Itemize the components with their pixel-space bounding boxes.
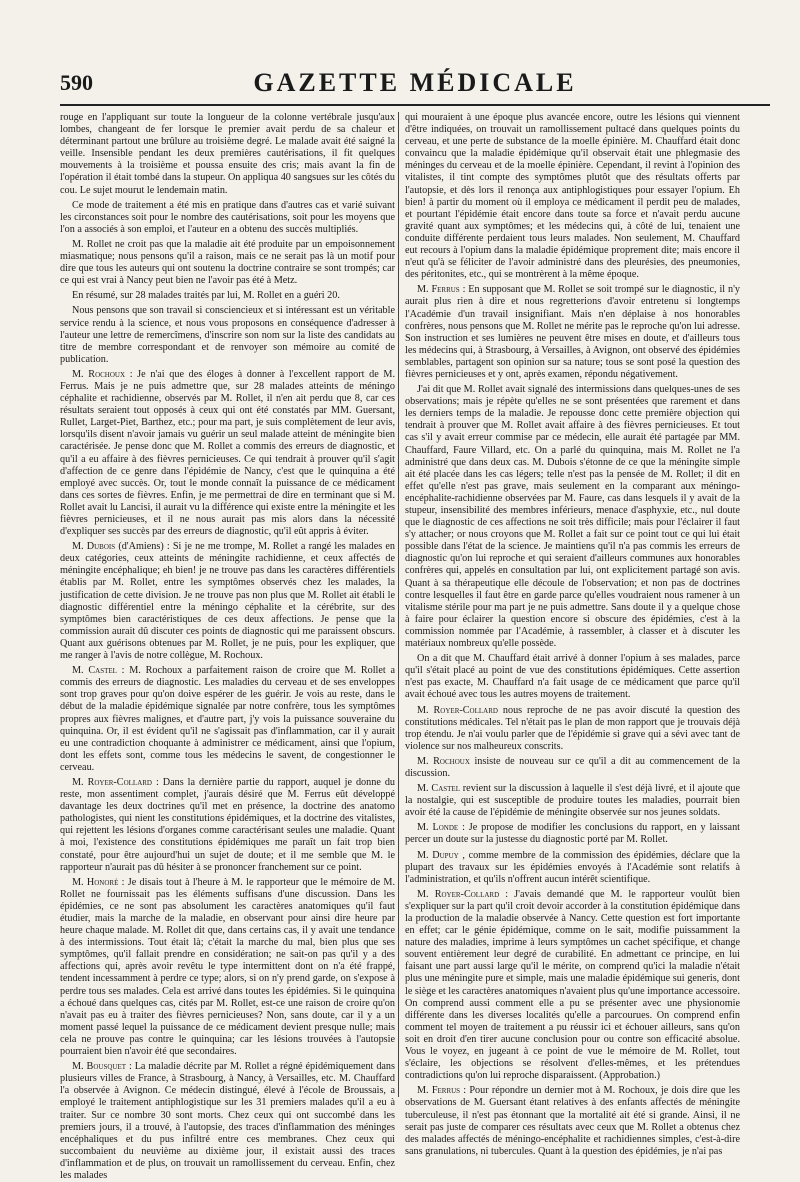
paragraph <box>405 850 740 886</box>
paragraph-text: On a dit que M. Chauffard était arrivé à donner l'opium à ses malades, parce qu'il s'était placé au point de vue des constitutions épidémiques. Cette assertion n'est pas exacte, M. Chauffard n'a fait usage de ce médicament que parce qu'il avait échoué avec tous les autres moyens de traitement. <box>405 653 740 701</box>
speaker-name: M. Ferrus <box>417 1085 461 1097</box>
paragraph-text: Ce mode de traitement a été mis en pratique dans d'autres cas et varié suivant les circonstances soit pour le nombre des cautérisations, soit pour les moyens que l'on a associés à son emploi, et l'auteur en a obtenu des succès multipliés. <box>60 199 395 235</box>
speaker-name: M. Bousquet <box>72 1061 126 1073</box>
paragraph-text: (d'Amiens) : Si je ne me trompe, M. Rollet a rangé les malades en deux catégories, ceux atteints de méningite rachidienne, et ceux affectés de méningite encéphalique; eh bien! je ne trouve pas dans les caractères différentiels établis par M. Rollet, entre les symptômes observés chez les malades, la justification de cette division. Je ne trouve pas non plus que M. Rollet ait établi le diagnostic différentiel entre la méningo céphalite et la cérébrite, sur des symptômes bien caractéristiques de ces deux affections. Je pense que la commission aurait dû discuter ces points de diagnostic qui me paraissent obscurs. Quant aux guérisons obtenues par M. Rollet, je ne puis, pour les expliquer, que me ranger à l'avis de notre collègue, M. Rochoux. <box>60 541 396 662</box>
speaker-name: M. Dubois <box>72 541 116 553</box>
paragraph <box>405 112 740 281</box>
left-column <box>60 112 396 1181</box>
paragraph-text: : Pour répondre un dernier mot à M. Rochoux, je dois dire que les observations de M. Guersant étant relatives à des enfants affectés de méningite tuberculeuse, il n'est pas étonnant que la mortalité ait été si grande. Ainsi, il ne serait pas juste de comparer ces résultats avec ceux que M. Rollet a obtenus chez des malades affectés de méningo-encéphalite et rachidiennes simples, c'est-à-dire sans granulations, ni tubercules. Quant à la question des épidémies, je n'ai pas <box>405 1085 741 1157</box>
paragraph-text: : J'avais demandé que M. le rapporteur voulût bien s'expliquer sur la part qu'il croit devoir accorder à la constitution épidémique dans la production de la maladie observée à Nancy. Cette question est fort importante en effet; car le génie épidémique, comme on le sait, modifie puissamment la nature des maladies, imprime à leurs symptômes un cachet spécifique, et change souvent entièrement leur degré de curabilité. En admettant ce principe, en lui faisant une part aussi large qu'il le mérite, on comprend qu'ici la maladie n'était plus une méningite pure et simple, mais une maladie épidémique sui generis, dont le siège et les caractères anatomiques n'avaient plus qu'une importance accessoire. On comprend aussi comment elle a pu se présenter avec une physionomie différente dans les diverses localités qu'elle a parcourues. On comprend enfin comment tel moyen de traitement a pu réussir ici et échouer ailleurs, sans qu'on soit en droit d'en tirer aucune conclusion pour ou contre son efficacité absolue. Vous le voyez, en jugeant à ce point de vue le mémoire de M. Rollet, tout s'éclaire, les objections se résolvent d'elles-mêmes, et les prétendues contradictions qu'on lui reproche disparaissent. (Approbation.) <box>405 888 740 1082</box>
paragraph-text: : Je n'ai que des éloges à donner à l'excellent rapport de M. Ferrus. Mais je ne puis admettre que, sur 28 malades atteints de méningo céphalite et rachidienne, observés par M. Rollet, il n'en ait perdu que 8, car ces résultats seraient tout opposés à ceux qui ont été constatés par MM. Guersant, Rullet, Larget-Piet, Barthez, etc.; pour ma part, je suis complètement de leur avis, lorsqu'ils disent n'avoir jamais vu guérir un seul malade atteint de méningite bien caractérisée. Je pense donc que M. Rollet a commis des erreurs de diagnostic, et qu'il a eu affaire à des fièvres pernicieuses. Ce qui tendrait à prouver qu'il s'agit d'affection de ce genre dans l'épidémie de Nancy, c'est que le quinquina a été employé avec succès. Or, tout le monde connaît la puissance de ce médicament dans ces sortes de fièvres. Enfin, je me permettrai de dire en terminant que si M. Rollet avait lu Lancisi, il aurait vu la différence qui existe entre la méningite et les fièvres pernicieuses, et il ne nous aurait pas mis alors dans la nécessité d'expliquer ses succès par des erreurs de diagnostic, qu'il eût appris à éviter. <box>60 368 395 538</box>
paragraph-text: : Dans la dernière partie du rapport, auquel je donne du reste, mon assentiment complet, j'aurais désiré que M. Ferrus eût développé davantage les deux doctrines qu'il met en présence, la doctrine des anatomo pathologistes, qui nient les constitutions épidémiques, et la doctrine des vitalistes, qui rejettent les lésions d'organes comme caractérisant seules une maladie. Quant à moi, l'existence des constitutions épidémiques me paraît un fait trop bien constaté, pour être aujourd'hui un sujet de doute; et il me semble que M. le rapporteur n'aurait pas dû hésiter à se prononcer franchement sur ce point. <box>60 776 396 873</box>
speaker-name: M. Royer-Collard <box>417 704 498 716</box>
speaker-name: M. Londe <box>417 822 459 834</box>
paragraph <box>405 756 740 780</box>
paragraph <box>405 384 740 650</box>
paragraph <box>60 777 395 874</box>
paragraph-text: M. Rollet ne croit pas que la maladie ait été produite par un empoisonnement miasmatique; nous pensons qu'il a raison, mais ce ne serait pas là un motif pour dire que tous les auteurs qui ont soutenu la doctrine contraire se sont trompés; car ce qui est vrai à Nancy peut bien ne l'avoir pas été à Metz. <box>60 238 395 287</box>
paragraph <box>405 822 740 846</box>
paragraph <box>405 284 740 381</box>
paragraph <box>60 1061 395 1182</box>
paragraph-text: revient sur la discussion à laquelle il s'est déjà livré, et il ajoute que la nostalgie, qui est susceptible de produire toutes les maladies, pourrait bien avoir été la cause de l'épidémie de méningite observée sur nos jeunes soldats. <box>405 783 740 819</box>
paragraph <box>60 305 395 365</box>
speaker-name: M. Ferrus <box>417 284 460 296</box>
paragraph <box>405 1085 740 1158</box>
paragraph-text: nous reproche de ne pas avoir discuté la question des constitutions médicales. Tel n'était pas le plan de mon rapport que je trouvais déjà trop étendu. Je n'ai voulu parler que de l'épidémie si grave qui a sévi avec tant de violence sur nos malheureux conscrits. <box>405 704 741 752</box>
speaker-name: M. Dupuy <box>417 849 459 861</box>
paragraph-text: , comme membre de la commission des épidémies, déclare que la plupart des travaux sur les épidémies envoyés à l'Académie sont relatifs à l'administration, et qu'ils n'offrent aucun intérêt scientifique. <box>405 849 740 885</box>
paragraph <box>60 239 395 287</box>
paragraph-text: : M. Rochoux a parfaitement raison de croire que M. Rollet a commis des erreurs de diagnostic. Les maladies du cerveau et de ses enveloppes sont trop graves pour qu'on doive espérer de les guérir. Je vois au reste, dans le début de la maladie épidémique signalée par notre confrère, tous les symptômes propres aux fièvres malignes, et d'autre part, j'y vois la puissance souveraine du quinquina. Or, il est évident qu'il ne s'agissait pas d'inflammation, car il y aurait eu une contradiction choquante à administrer ce médicament, ainsi que l'opium, dont les effets sont, comme tous les médecins le savent, de congestionner le cerveau. <box>60 665 395 773</box>
paragraph <box>60 877 395 1058</box>
paragraph <box>60 200 395 236</box>
paragraph-text: En résumé, sur 28 malades traités par lui, M. Rollet en a guéri 20. <box>72 290 340 302</box>
speaker-name: M. Rochoux <box>72 368 126 380</box>
speaker-name: M. Rochoux <box>417 755 470 767</box>
paragraph <box>60 541 395 662</box>
paragraph <box>60 665 395 774</box>
speaker-name: M. Castel <box>72 665 117 677</box>
paragraph <box>60 369 395 538</box>
speaker-name: M. Royer-Collard <box>417 888 500 900</box>
paragraph <box>405 783 740 819</box>
paragraph-text: : Je disais tout à l'heure à M. le rapporteur que le mémoire de M. Rollet ne fournissait pas les éléments suffisans d'une discussion. Dans les épidémies, ce ne sont pas absolument les caractères anatomiques qu'il faut étudier, mais la marche de la maladie, en observant pour ainsi dire heure par heure chaque malade. M. Rollet dit que, dans certains cas, il y avait une tendance à des intermissions. Tout était là; c'était la marche du mal, bien plus que ses symptômes, qu'il fallait prendre en considération; ne sait-on pas qu'il y a des affections qui, après avoir revêtu le type intermittent dont on n'a été frappé, tendent incessamment à perdre ce type; alors, si on n'y prend garde, on s'expose à perdre tous ses malades. Cela est arrivé dans toutes les épidémies. Si le quinquina a échoué dans quelques cas, cités par M. Rollet, est-ce une raison de croire qu'on n'avait pas eu à traiter des fièvres pernicieuses? Non, sans doute, car il y a un moment passé lequel la puissance de ce médicament devient presque nulle; mais cela ne prouve pas contre le quinquina; car les lésions trouvées à l'autopsie pourraient bien n'avoir été que secondaires. <box>60 876 396 1058</box>
column-divider <box>398 112 399 1097</box>
page-header <box>60 64 770 106</box>
paragraph <box>60 290 395 302</box>
paragraph-text: qui mouraient à une époque plus avancée encore, outre les lésions qui viennent d'être indiquées, on trouvait un ramollissement pultacé dans quelques points du cerveau, et une perte de substance de la moelle épinière. M. Chauffard était donc convaincu que la maladie épidémique qu'il observait était une phlegmasie des méninges du cerveau et de la moelle épinière. Cependant, il revint à l'opinion des vitalistes, il tint compte des symptômes plutôt que des résultats offerts par l'autopsie, et dès lors il renonça aux antiphlogistiques pour essayer l'opium. Eh bien! à partir du moment où il employa ce médicament il perdit peu de malades, et pourtant l'épidémie était encore dans toute sa force et n'avait perdu aucune gravité quant aux symptômes; et les médecins qui, à côté de lui, tenaient une conduite différente perdaient tous leurs malades. Non seulement, M. Chauffard eut recours à l'opium dans la maladie épidémique proprement dite; mais encore il n'eut qu'à se féliciter de l'avoir administré dans des pleurésies, des pneumonies, des péritonites, etc., qui se montrèrent à la même époque. <box>405 112 740 281</box>
speaker-name: M. Castel <box>417 783 460 795</box>
paragraph-text: rouge en l'appliquant sur toute la longueur de la colonne vertébrale jusqu'aux lombes, changeant de fer lorsque le premier avait perdu de sa chaleur et déterminant partout une brûlure au troisième degré. Le malade avait été saigné la veille. Insensible pendant les deux premières cautérisations, il fit quelques mouvements à la troisième et poussa ensuite des cris; mais avant la fin de l'opération il était tombé dans la stupeur. On appliqua 40 sangsues sur les côtés du cou. Le sujet mourut le lendemain matin. <box>60 112 395 196</box>
paragraph <box>405 889 740 1083</box>
right-column <box>405 112 741 1157</box>
paragraph-text: Nous pensons que son travail si consciencieux et si intéressant est un véritable service rendu à la science, et nous vous proposons en conséquence d'adresser à l'auteur une lettre de remercîmens, d'inscrire son nom sur la liste des candidats au titre de membre correspondant et de renvoyer son mémoire au comité de publication. <box>60 305 395 365</box>
page-number: 590 <box>60 70 93 95</box>
journal-title: GAZETTE MÉDICALE <box>253 68 577 97</box>
paragraph-text: J'ai dit que M. Rollet avait signalé des intermissions dans quelques-unes de ses observations; mais je répète qu'elles ne se sont présentées que rarement et dans les derniers temps de la maladie. Je repousse donc cette première objection qui tendrait à prouver que M. Rollet avait affaire à des fièvres pernicieuses. Et tout cas s'il y avait erreur commise par ce médecin, elle aurait été partagée par MM. Chauffard, Faure Villard, etc. On a parlé du quinquina, mais M. Rollet ne l'a administré que dans deux cas. M. Dubois s'étonne de ce que la méningite simple ait été placée dans les cas légers; telle n'est pas la pensée de M. Rollet; il dit en effet qu'elle n'est pas grave, mais seulement en la comparant aux méningo-encéphalite-rachidienne observées par M. Faure, cas dans lesquels il y avait de la stupeur, insensibilité des membres inférieurs, menace d'asphyxie, etc., nul doute que le diagnostic de ces affections ne soit très difficile; mais pour l'éclairer il faut s'y attacher; or nous croyons que M. Rollet a fait sur ce point tout ce qui lui était possible dans l'état de la science. Je maintiens qu'il n'a pas commis les erreurs de diagnostic qu'on lui reproche et qui seraient d'ailleurs communes aux honorables confrères qui, appelés en consultation par lui, ont explicitement partagé son avis. Quant à sa thérapeutique elle découle de l'observation; et non pas de doctrines contre lesquelles il faut être en garde parce qu'elles voudraient nous ramener à un vitalisme stérile pour ma part je ne puis admettre. Sans doute il y a quelque chose à faire pour éclairer la question encore si obscure des épidémies, c'est à la commission nommée par l'Académie, à rassembler, à classer et à discuter les matériaux nombreux qu'elle possède. <box>405 384 740 650</box>
speaker-name: M. Honoré <box>72 876 119 888</box>
speaker-name: M. Royer-Collard <box>72 776 152 788</box>
paragraph-text: : Je propose de modifier les conclusions du rapport, en y laissant percer un doute sur la justesse du diagnostic porté par M. Rollet. <box>405 822 741 846</box>
paragraph <box>405 653 740 701</box>
paragraph <box>405 705 740 753</box>
paragraph <box>60 112 395 197</box>
paragraph-text: insiste de nouveau sur ce qu'il a dit au commencement de la discussion. <box>405 755 741 779</box>
paragraph-text: : En supposant que M. Rollet se soit trompé sur le diagnostic, il n'y aurait plus rien à dire et nous regretterions d'avoir entretenu si longtemps l'Académie d'un travail insignifiant. Mais n'en déplaise à nos honorables confrères, nous pensons que M. Rollet ne mérite pas le reproche qu'on lui adresse. Son instruction et ses lumières ne peuvent être mises en doute, et d'ailleurs tous les médecins qui, à Strasbourg, à Versailles, à Avignon, ont observé des épidémies semblables, partagent son opinion sur sa nature; tous se sont posé la question des fièvres pernicieuses et y ont, après examen, répondu négativement. <box>405 284 740 380</box>
paragraph-text: : La maladie décrite par M. Rollet a régné épidémiquement dans plusieurs villes de France, à Strasbourg, à Nancy, à Versailles, etc. M. Chauffard l'a observée à Avignon. Ce médecin distingué, élevé à l'école de Broussais, a employé le traitement antiphlogistique sur les 31 premiers malades qu'il a eu à traiter. Sur ce nombre 30 sont morts. Chez ceux qui ont succombé dans les premiers jours, il a trouvé, à l'autopsie, des traces d'inflammation des méninges encéphaliques et du pus infiltré entre ces membranes. Chez ceux qui succombaient du neuvième au dixième jour, il existait aussi des traces d'inflammation et de plus, on trouvait un ramollissement du cerveau. Enfin, chez les malades <box>60 1061 395 1181</box>
